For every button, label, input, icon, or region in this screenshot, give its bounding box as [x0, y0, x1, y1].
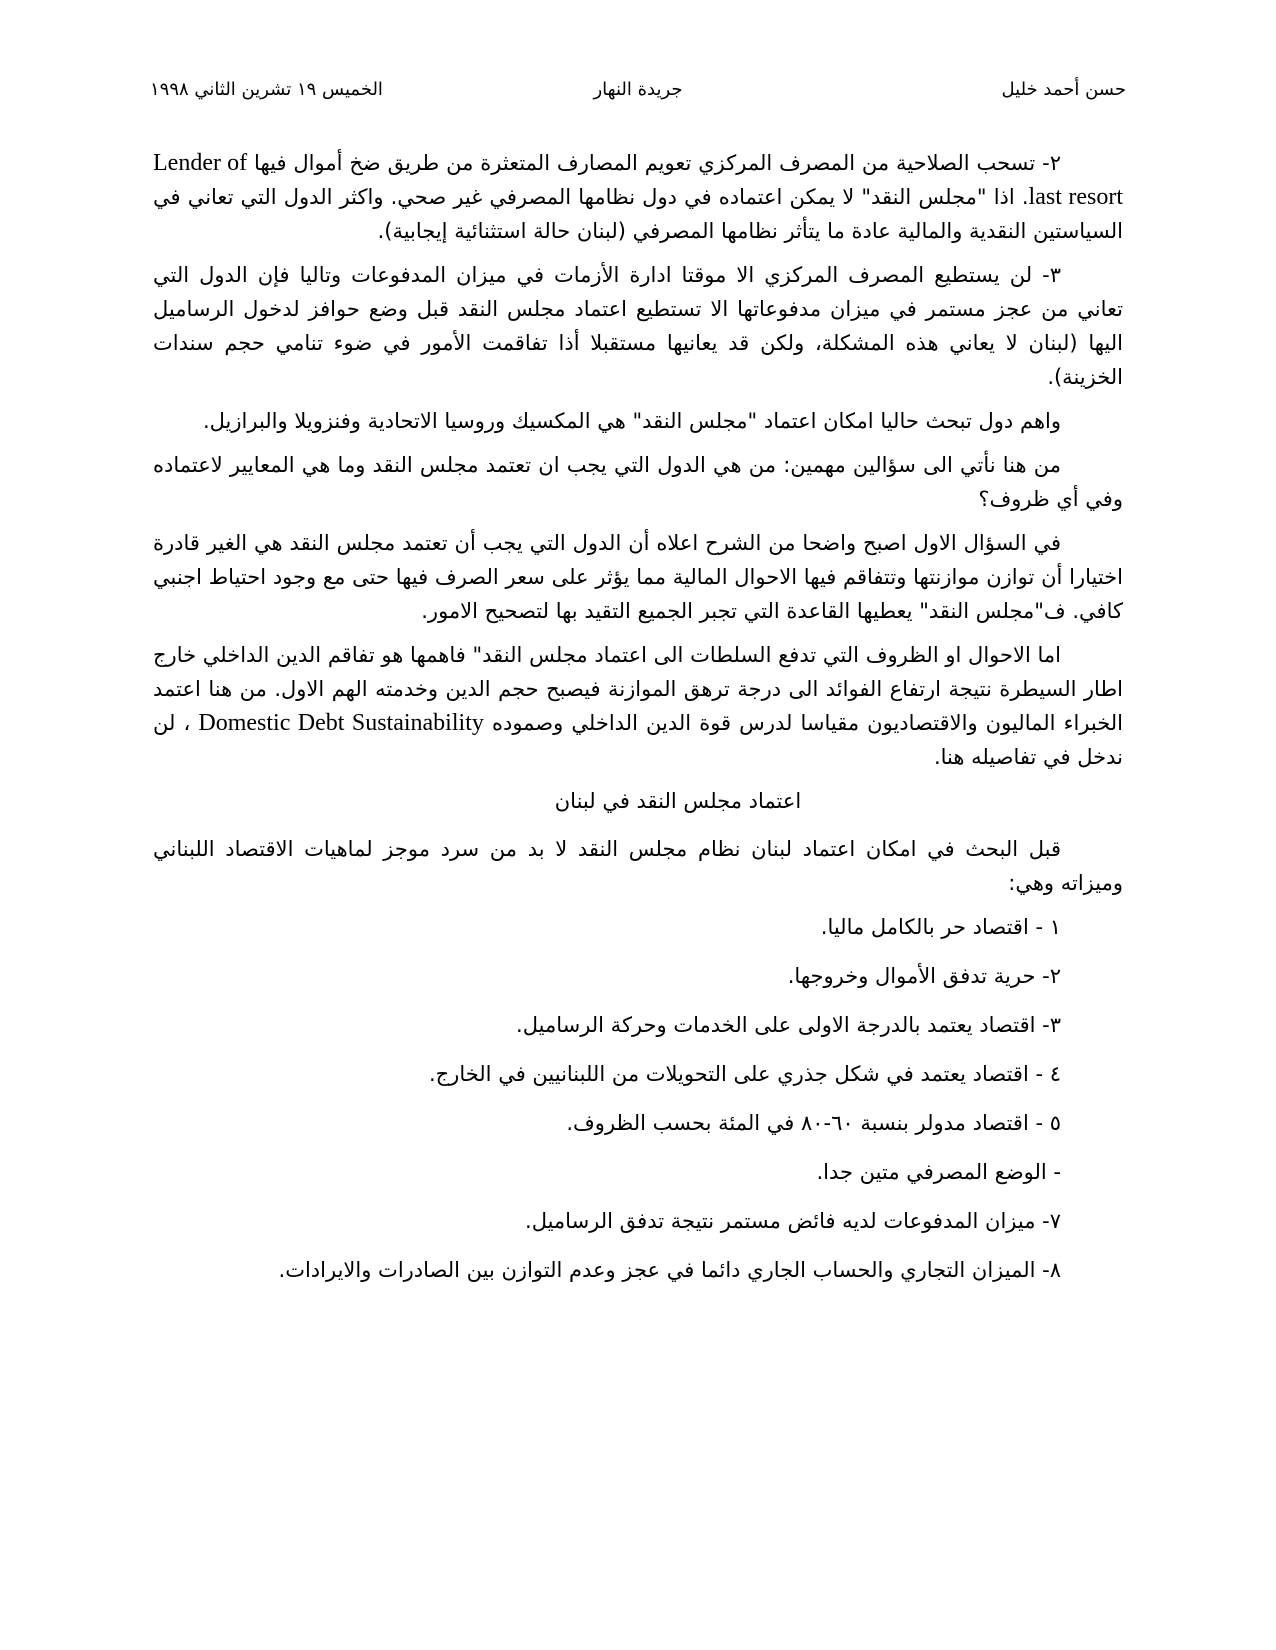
page-header: [150, 76, 1126, 104]
header-date: الخميس ١٩ تشرين الثاني ١٩٩٨: [150, 79, 383, 100]
paragraph-first-question: في السؤال الاول اصبح واضحا من الشرح اعلاه أن الدول التي يجب أن تعتمد مجلس النقد هي الغير قادرة اختيارا أن توازن موازنتها وتتفاقم فيها الاحوال المالية مما يؤثر على سعر الصرف فيها حتى مع وجود احتياط اجنبي كافي. ف"مجلس النقد" يعطيها القاعدة التي تجبر الجميع التقيد بها لتصحيح الامور.: [153, 531, 1123, 623]
paragraph-conditions: [153, 638, 1123, 774]
list-item: ٤ - اقتصاد يعتمد في شكل جذري على التحويلات من اللبنانيين في الخارج.: [428, 1062, 1061, 1086]
list-item: ١ - اقتصاد حر بالكامل ماليا.: [820, 915, 1061, 939]
section-title: اعتماد مجلس النقد في لبنان: [554, 789, 802, 813]
article-body: [153, 146, 1123, 1302]
english-term: Lender of last resort: [153, 150, 1123, 210]
paragraph-text: ، لن ندخل في تفاصيله هنا.: [153, 711, 1123, 769]
header-author: حسن أحمد خليل: [1001, 79, 1126, 100]
paragraph-text: ٢- تسحب الصلاحية من المصرف المركزي تعويم المصارف المتعثرة من طريق ضخ أموال فيها: [247, 151, 1062, 175]
header-newspaper: جريدة النهار: [593, 79, 683, 100]
paragraph-text: . اذا "مجلس النقد" لا يمكن اعتماده في دول نظامها المصرفي غير صحي. واكثر الدول التي تعاني في السياستين النقدية والمالية عادة ما يتأثر نظامها المصرفي (لبنان حالة استثنائية إيجابية).: [153, 185, 1123, 243]
paragraph-point-2: [153, 146, 1123, 248]
list-item: ٧- ميزان المدفوعات لديه فائض مستمر نتيجة تدفق الرساميل.: [525, 1209, 1061, 1233]
list-item: ٥ - اقتصاد مدولر بنسبة ٦٠-٨٠ في المئة بحسب الظروف.: [566, 1111, 1061, 1135]
paragraph-countries: واهم دول تبحث حاليا امكان اعتماد "مجلس النقد" هي المكسيك وروسيا الاتحادية وفنزويلا والبرازيل.: [202, 409, 1061, 433]
list-item: ٣- اقتصاد يعتمد بالدرجة الاولى على الخدمات وحركة الرساميل.: [516, 1013, 1061, 1037]
list-item: ٢- حرية تدفق الأموال وخروجها.: [787, 964, 1061, 988]
english-term: Domestic Debt Sustainability: [198, 710, 484, 736]
list-item: - الوضع المصرفي متين جدا.: [816, 1160, 1061, 1184]
list-item: ٨- الميزان التجاري والحساب الجاري دائما في عجز وعدم التوازن بين الصادرات والايرادات.: [278, 1258, 1061, 1282]
paragraph-lebanon-intro: قبل البحث في امكان اعتماد لبنان نظام مجلس النقد لا بد من سرد موجز لماهيات الاقتصاد اللبناني وميزاته وهي:: [153, 837, 1123, 895]
paragraph-text: اما الاحوال او الظروف التي تدفع السلطات الى اعتماد مجلس النقد" فاهمها هو تفاقم الدين الداخلي خارج اطار السيطرة نتيجة ارتفاع الفوائد الى درجة ترهق الموازنة فيصبح حجم الدين وخدمته الهم الاول. من هنا اعتمد الخبراء الماليون والاقتصاديون مقياسا لدرس قوة الدين الداخلي وصموده: [153, 643, 1123, 735]
paragraph-questions: من هنا نأتي الى سؤالين مهمين: من هي الدول التي يجب ان تعتمد مجلس النقد وما هي المعايير لاعتماده وفي أي ظروف؟: [153, 453, 1123, 511]
features-list: [153, 910, 1123, 1287]
paragraph-point-3: ٣- لن يستطيع المصرف المركزي الا موقتا ادارة الأزمات في ميزان المدفوعات وتاليا فإن الدول التي تعاني من عجز مستمر في ميزان مدفوعاتها الا تستطيع اعتماد مجلس النقد قبل وضع حوافز لدخول الرساميل اليها (لبنان لا يعاني هذه المشكلة، ولكن قد يعانيها مستقبلا أذا تفاقمت الأمور في ضوء تنامي حجم سندات الخزينة).: [153, 263, 1123, 389]
